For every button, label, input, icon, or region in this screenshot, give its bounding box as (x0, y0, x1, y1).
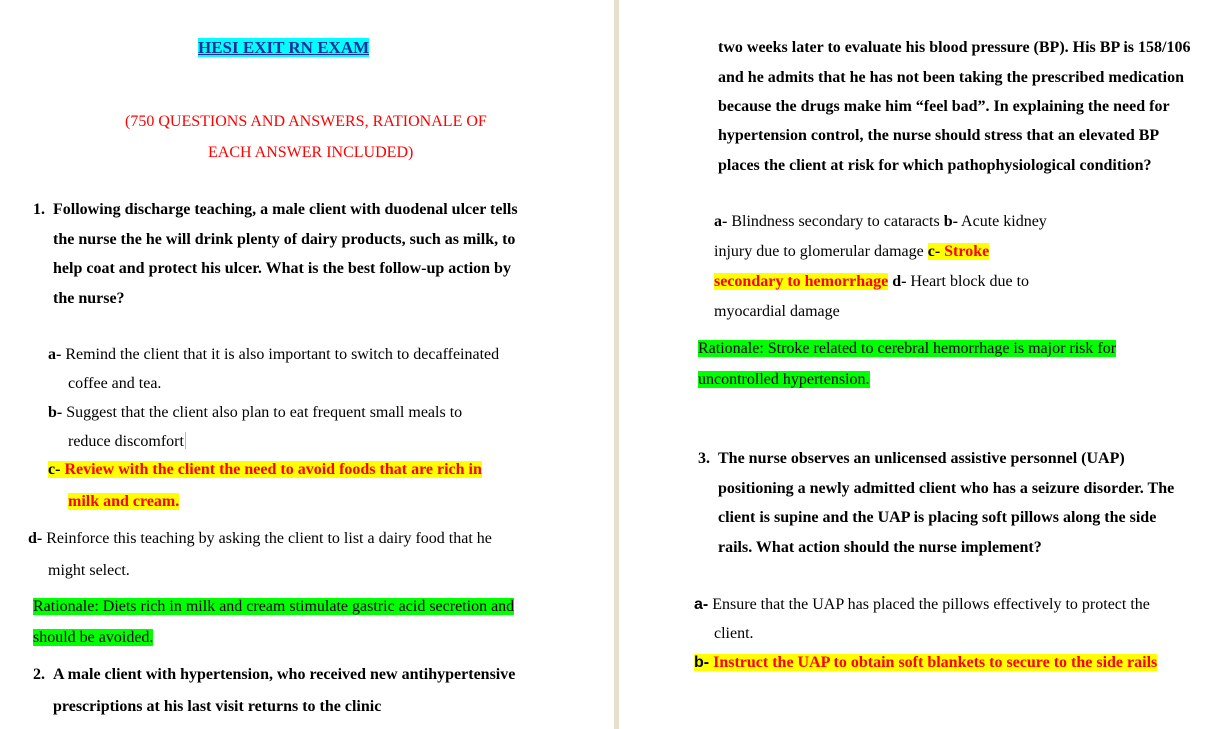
q1-option-d (28, 529, 492, 549)
q3-number: 3. (698, 450, 710, 467)
q2-options-line-1 (714, 212, 1047, 232)
q2-rationale-line-2 (698, 370, 870, 390)
q1-option-c-cont (68, 492, 179, 512)
q2-option-d-letter: d- (892, 273, 907, 290)
q3-stem-line-2: positioning a newly admitted client who has a seizure disorder. The (718, 480, 1175, 497)
q2-stem-line-6: hypertension control, the nurse should stress that an elevated BP (718, 127, 1160, 144)
q1-rationale-line-1 (33, 597, 514, 617)
q2-stem-line-3: two weeks later to evaluate his blood pressure (BP). His BP is 158/106 (718, 39, 1191, 56)
q3-option-a-text: Ensure that the UAP has placed the pillows effectively to protect the (708, 596, 1150, 613)
q1-rationale-line-2 (33, 628, 153, 648)
q2-option-b-text-cont: injury due to glomerular damage (714, 243, 928, 260)
q3-option-b-letter: b- (694, 654, 710, 671)
q2-stem-line-7: places the client at risk for which pathophysiological condition? (718, 157, 1152, 174)
exam-title (198, 38, 369, 59)
q1-option-c-highlight (48, 461, 482, 478)
exam-title-text: HESI EXIT RN EXAM (198, 38, 370, 57)
q1-option-c-text: Review with the client the need to avoid foods that are rich in (60, 461, 482, 478)
q2-option-a-letter: a- (714, 213, 728, 230)
q2-option-c-text-cont: secondary to hemorrhage (714, 273, 889, 290)
q1-option-a-cont: coffee and tea. (68, 375, 162, 392)
subtitle-line-2: EACH ANSWER INCLUDED) (208, 144, 414, 161)
text-cursor (185, 432, 186, 449)
q3-option-b-highlight (694, 654, 1157, 671)
q1-option-c-letter: c- (48, 461, 61, 478)
q1-stem-line-3: help coat and protect his ulcer. What is the best follow-up action by (53, 260, 511, 277)
q2-number: 2. (33, 666, 45, 683)
q1-stem-line-2: the nurse the he will drink plenty of dairy products, such as milk, to (53, 231, 516, 248)
q1-option-a (48, 345, 499, 365)
q1-option-c-cont-text: milk and cream. (68, 493, 180, 510)
q1-rationale-text-1: Rationale: Diets rich in milk and cream stimulate gastric acid secretion and (33, 598, 515, 615)
q2-rationale-text-2: uncontrolled hypertension. (698, 371, 870, 388)
q1-stem-line-1 (33, 200, 518, 220)
q1-option-c-correct (48, 460, 482, 480)
q2-option-d-text: Heart block due to (906, 273, 1030, 290)
q2-option-b-letter: b- (943, 213, 958, 230)
q2-options-line-3 (714, 272, 1029, 292)
q3-option-a-letter: a- (694, 596, 709, 613)
q2-stem-line-2: prescriptions at his last visit returns to the clinic (53, 698, 382, 715)
q1-stem-text-1: Following discharge teaching, a male client with duodenal ulcer tells (53, 201, 518, 218)
q2-stem-line-4: and he admits that he has not been taking the prescribed medication (718, 69, 1184, 86)
q2-stem-line-1 (33, 665, 515, 685)
q3-option-a-cont: client. (714, 625, 754, 642)
q1-option-d-letter: d- (28, 530, 43, 547)
q1-option-b-letter: b- (48, 404, 63, 421)
q2-rationale-line-1 (698, 339, 1116, 359)
q3-option-b-text: Instruct the UAP to obtain soft blankets to secure to the side rails (709, 654, 1158, 671)
q3-stem-text-1: The nurse observes an unlicensed assistive personnel (UAP) (718, 450, 1125, 467)
q3-option-a (694, 595, 1150, 615)
q2-stem-line-5: because the drugs make him “feel bad”. In explaining the need for (718, 98, 1170, 115)
q2-option-d-cont: myocardial damage (714, 303, 840, 320)
q2-option-c-highlight (928, 243, 989, 260)
q2-rationale-text-1: Rationale: Stroke related to cerebral hemorrhage is major risk for (698, 340, 1117, 357)
q1-number: 1. (33, 201, 45, 218)
q2-stem-text-1: A male client with hypertension, who received new antihypertensive (53, 666, 516, 683)
q1-option-b-cont-text: reduce discomfort (68, 433, 184, 450)
q3-option-b (694, 653, 1157, 673)
q2-option-a-text: Blindness secondary to cataracts (727, 213, 944, 230)
q1-stem-line-4: the nurse? (53, 290, 125, 307)
q1-option-d-text: Reinforce this teaching by asking the client to list a dairy food that he (42, 530, 492, 547)
q1-option-b-text: Suggest that the client also plan to eat frequent small meals to (62, 404, 463, 421)
q3-stem-line-1 (698, 449, 1125, 469)
q1-option-a-letter: a- (48, 346, 62, 363)
q3-stem-line-3: client is supine and the UAP is placing soft pillows along the side (718, 509, 1157, 526)
q2-option-c-letter: c- (927, 243, 941, 260)
subtitle-line-1: (750 QUESTIONS AND ANSWERS, RATIONALE OF (125, 113, 487, 130)
q2-option-b-text: Acute kidney (957, 213, 1047, 230)
q2-options-line-2 (714, 242, 989, 262)
q3-stem-line-4: rails. What action should the nurse implement? (718, 539, 1042, 556)
q1-option-a-text: Remind the client that it is also important to switch to decaffeinated (61, 346, 500, 363)
q2-option-c-text: Stroke (940, 243, 990, 260)
q1-option-b-cont (68, 432, 186, 452)
q1-rationale-text-2: should be avoided. (33, 629, 154, 646)
q1-option-b (48, 403, 462, 423)
q1-option-d-cont: might select. (48, 562, 130, 579)
right-page (619, 0, 1222, 729)
